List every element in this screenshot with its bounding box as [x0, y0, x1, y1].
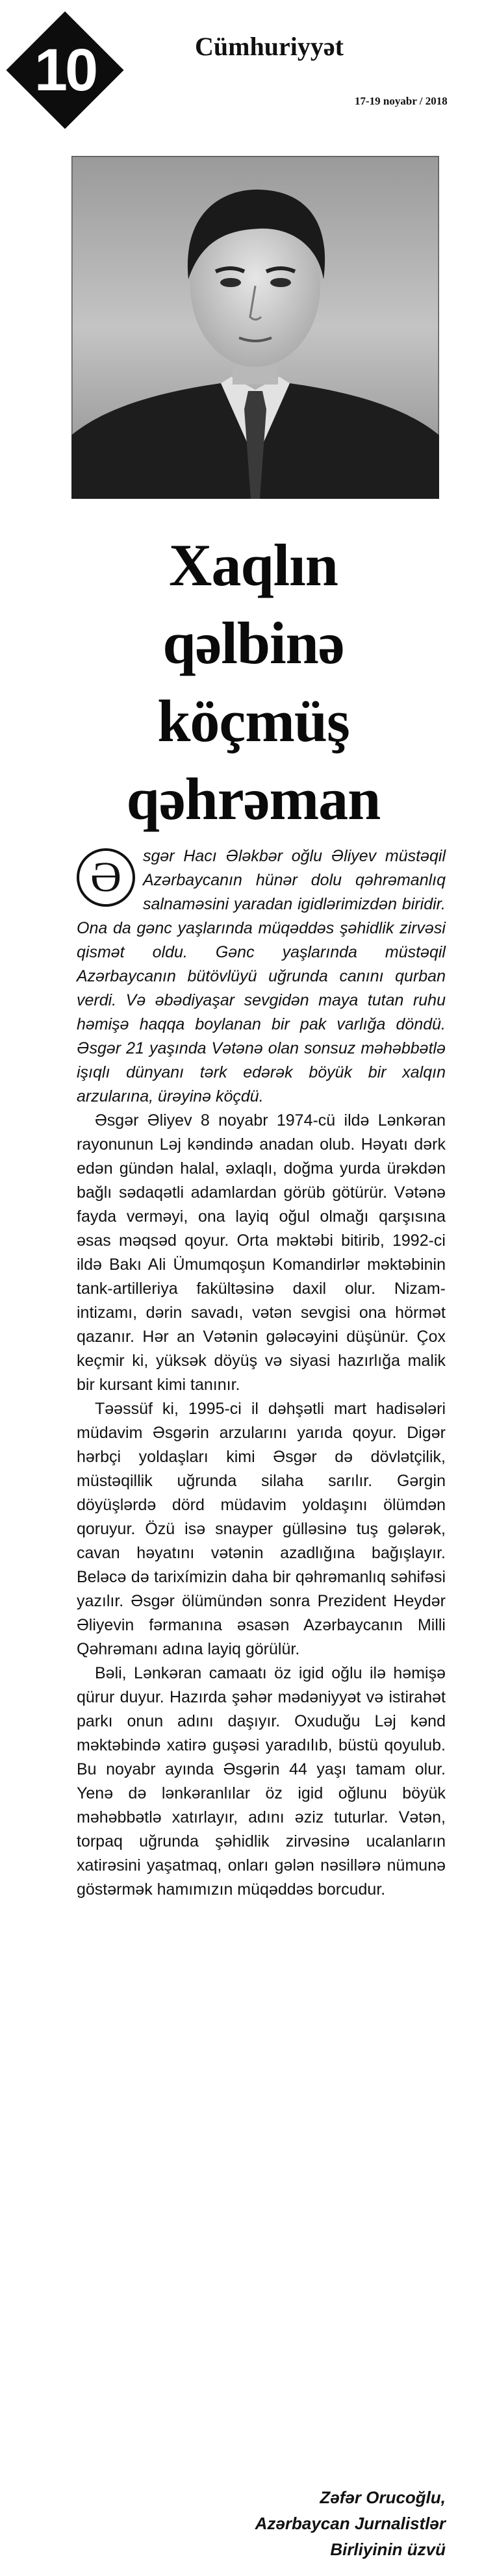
title-line-4: qəhrəman: [126, 766, 381, 832]
page-header: [0, 0, 495, 130]
newspaper-name: Cümhuriyyət: [195, 32, 344, 61]
author-name: Zəfər Orucoğlu,: [320, 2488, 446, 2507]
title-line-3: köçmüş: [157, 688, 349, 754]
article-title: [58, 526, 448, 838]
portrait-photo-icon: [71, 156, 439, 499]
page-number: 10: [34, 37, 96, 103]
author-signature: [130, 2484, 446, 2562]
author-org-line-1: Azərbaycan Jurnalistlər: [255, 2514, 446, 2533]
drop-cap: Ə: [77, 848, 135, 907]
body-paragraph-2: Təəssüf ki, 1995-ci il dəhşətli mart hadisələri müdavim Əsgərin arzularını yarıda qoyur. Digər hərbçi yoldaşları kimi Əsgər də dövlətçilik, müstəqillik uğrunda silaha sarılır. Gərgin döyüşlərdə dörd müdavim yoldaşını ölümdən qoruyur. Özü isə snayper gülləsinə tuş gələrək, cavan həyatını vətənin azadlığına bağışlayır. Beləcə də tarixímizin daha bir qəhrəmanlıq səhifəsi yazılır. Əsgər ölümündən sonra Prezident Heydər Əliyevin fərmanına əsasən Azərbaycanın Milli Qəhrəmanı adına layiq görülür.: [77, 1400, 446, 1658]
title-line-1: Xaqlın: [169, 532, 338, 598]
issue-date: 17-19 noyabr / 2018: [355, 95, 448, 107]
body-paragraph-3: Bəli, Lənkəran camaatı öz igid oğlu ilə həmişə qürur duyur. Hazırda şəhər mədəniyyət və istirahət parkı onun adını daşıyır. Oxuduğu Ləj kənd məktəbində xatirə guşəsi yaradılıb, büstü qoyulub. Bu noyabr ayında Əsgərin 44 yaşı tamam olur. Yenə də lənkəranlılar öz igid oğlunu böyük məhəbbətlə xatırlayır, adını əziz tuturlar. Vətən, torpaq uğrunda şəhidlik zirvəsinə ucalanların xatirəsini yaşatmaq, onları gələn nəsillərə nümunə göstərmək hamımızın müqəddəs borcudur.: [77, 1664, 446, 1899]
title-line-2: qəlbinə: [162, 610, 344, 676]
portrait-photo: [71, 156, 439, 499]
author-org-line-2: Birliyinin üzvü: [330, 2540, 446, 2559]
article-body: [77, 844, 446, 1902]
body-paragraph-1: Əsgər Əliyev 8 noyabr 1974-cü ildə Lənkəran rayonunun Ləj kəndində anadan olub. Həyatı dərk edən gündən halal, əxlaqlı, doğma yurda ürəkdən bağlı sədaqətli adamlardan görüb götürür. Vətənə fayda verməyi, ona layiq oğul olmağı qarşısına əsas məqsəd qoyur. Orta məktəbi bitirib, 1992-ci ildə Bakı Ali Ümumqoşun Komandirlər məktəbinin tank-artilleriya fakültəsinə daxil olur. Nizam-intizamı, dərin savadı, vətən sevgisi ona hörmət qazanır. Hər an Vətənin gələcəyini düşünür. Çox keçmir ki, yüksək döyüş və siyasi hazırlığa malik bir kursant kimi tanınır.: [77, 1111, 446, 1394]
lead-paragraph: sgər Hacı Ələkbər oğlu Əliyev müstəqil Azərbaycanın hünər dolu qəhrəmanlıq salnaməsini yaradan igidlərimizdən biridir. Ona da gənc yaşlarında müqəddəs şəhidlik zirvəsi qismət oldu. Gənc yaşlarında müstəqil Azərbaycanın bütövlüyü uğrunda canını qurban verdi. Və əbədiyaşar sevgidən maya tutan ruhu həmişə haqqa boylanan bir pak varlığa döndü. Əsgər 21 yaşında Vətənə olan sonsuz məhəbbətlə işıqlı dünyanı tərk edərək böyük bir xalqın arzularına, ürəyinə köçdü.: [77, 847, 446, 1105]
